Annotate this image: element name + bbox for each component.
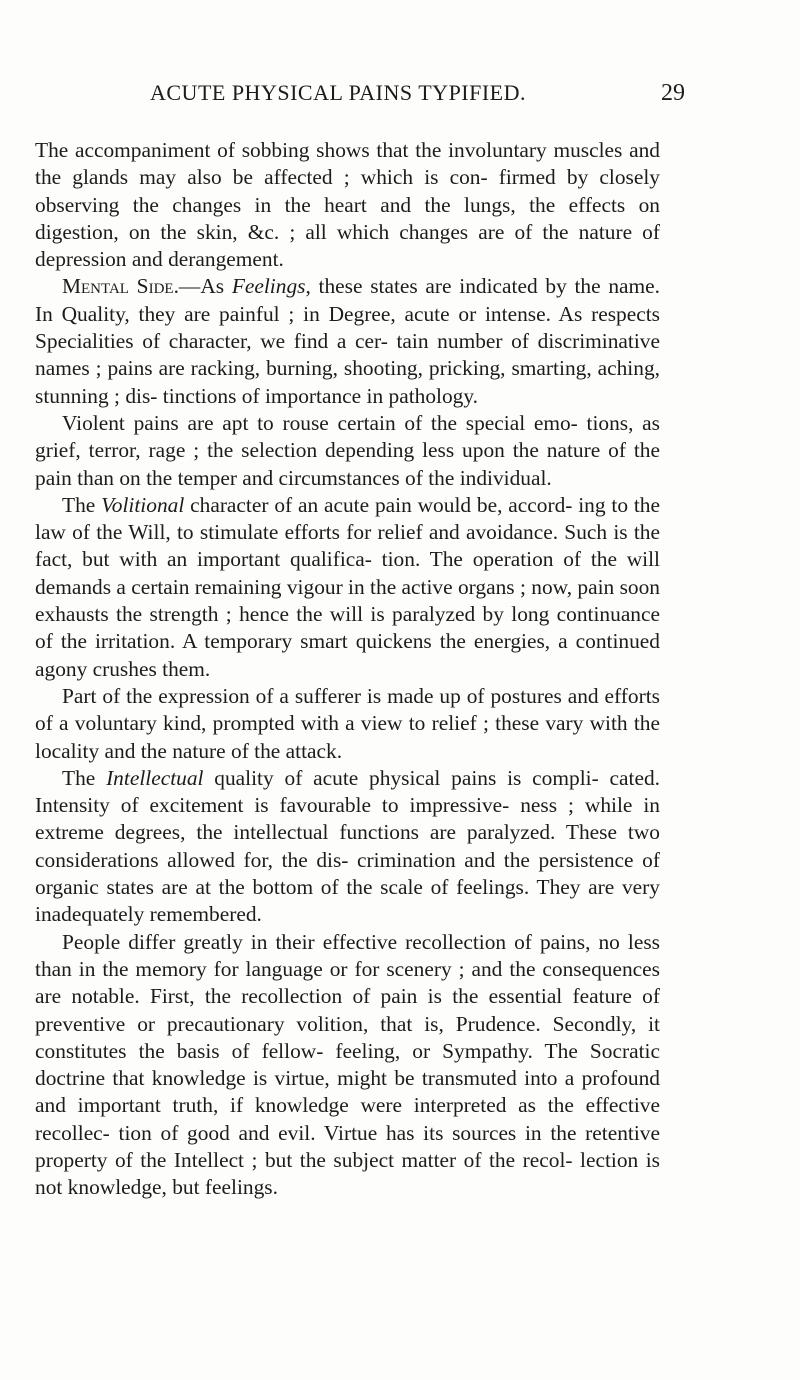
paragraph-violent-pains — [35, 410, 660, 492]
paragraph-mental-side — [35, 273, 660, 409]
paragraph-text: The accompaniment of sobbing shows that the involuntary muscles and the glands may also be affected ; which is con- firmed by closely observing the changes in the heart and the lungs, the effects on digestion, on the skin, &c. ; all which changes are of the nature of depression and derangement. — [35, 138, 660, 272]
italic-term: Intellectual — [106, 765, 204, 790]
paragraph-text-post: , these states are indicated by the name. In Quality, they are painful ; in Degree, acute or intense. As respects Specialities of character, we find a cer- tain number of discriminative names ; pains are racking, burning, shooting, pricking, smarting, aching, stunning ; dis- tinctions of importance in pathology. — [35, 274, 660, 408]
paragraph-sobbing — [35, 137, 660, 273]
paragraph-text-pre: The — [62, 492, 102, 517]
paragraph-expression — [35, 683, 660, 765]
paragraph-text-pre: The — [62, 765, 107, 790]
paragraph-text-post: quality of acute physical pains is compli- cated. Intensity of excitement is favourable to impressive- ness ; while in extreme degrees, the intellectual functions are paralyzed. These two considerations allowed for, the dis- crimination and the persistence of organic states are at the bottom of the scale of feelings. They are very inadequately remembered. — [35, 765, 660, 927]
paragraph-intellectual — [35, 765, 660, 929]
running-header — [150, 80, 685, 110]
paragraph-text: Violent pains are apt to rouse certain of the special emo- tions, as grief, terror, rage ; the selection depending less upon the nature of the pain than on the temper and circumstances of the individual. — [35, 410, 660, 490]
paragraph-text: Part of the expression of a sufferer is made up of postures and efforts of a voluntary kind, prompted with a view to relief ; these vary with the locality and the nature of the attack. — [35, 683, 660, 763]
italic-term: Feelings — [231, 274, 306, 299]
page-number: 29 — [661, 80, 685, 106]
running-title: ACUTE PHYSICAL PAINS TYPIFIED. — [150, 80, 527, 105]
paragraph-recollection — [35, 929, 660, 1202]
paragraph-text: People differ greatly in their effective recollection of pains, no less than in the memory for language or for scenery ; and the consequences are notable. First, the recollection of pain is the essential feature of preventive or precautionary volition, that is, Prudence. Secondly, it constitutes the basis of fellow- feeling, or Sympathy. The Socratic doctrine that knowledge is virtue, might be transmuted into a profound and important truth, if knowledge were interpreted as the effective recollec- tion of good and evil. Virtue has its sources in the retentive property of the Intellect ; but the subject matter of the recol- lection is not knowledge, but feelings. — [35, 929, 660, 1200]
paragraph-volitional — [35, 492, 660, 683]
body-text — [35, 137, 660, 1202]
section-heading-mental-side: Mental Side. — [62, 274, 179, 299]
italic-term: Volitional — [101, 492, 185, 517]
paragraph-text-post: character of an acute pain would be, accord- ing to the law of the Will, to stimulate efforts for relief and avoidance. Such is the fact, but with an important qualifica- tion. The operation of the will demands a certain remaining vigour in the active organs ; now, pain soon exhausts the strength ; hence the will is paralyzed by long continuance of the irritation. A temporary smart quickens the energies, a continued agony crushes them. — [35, 492, 660, 681]
paragraph-text-pre: —As — [178, 274, 232, 299]
